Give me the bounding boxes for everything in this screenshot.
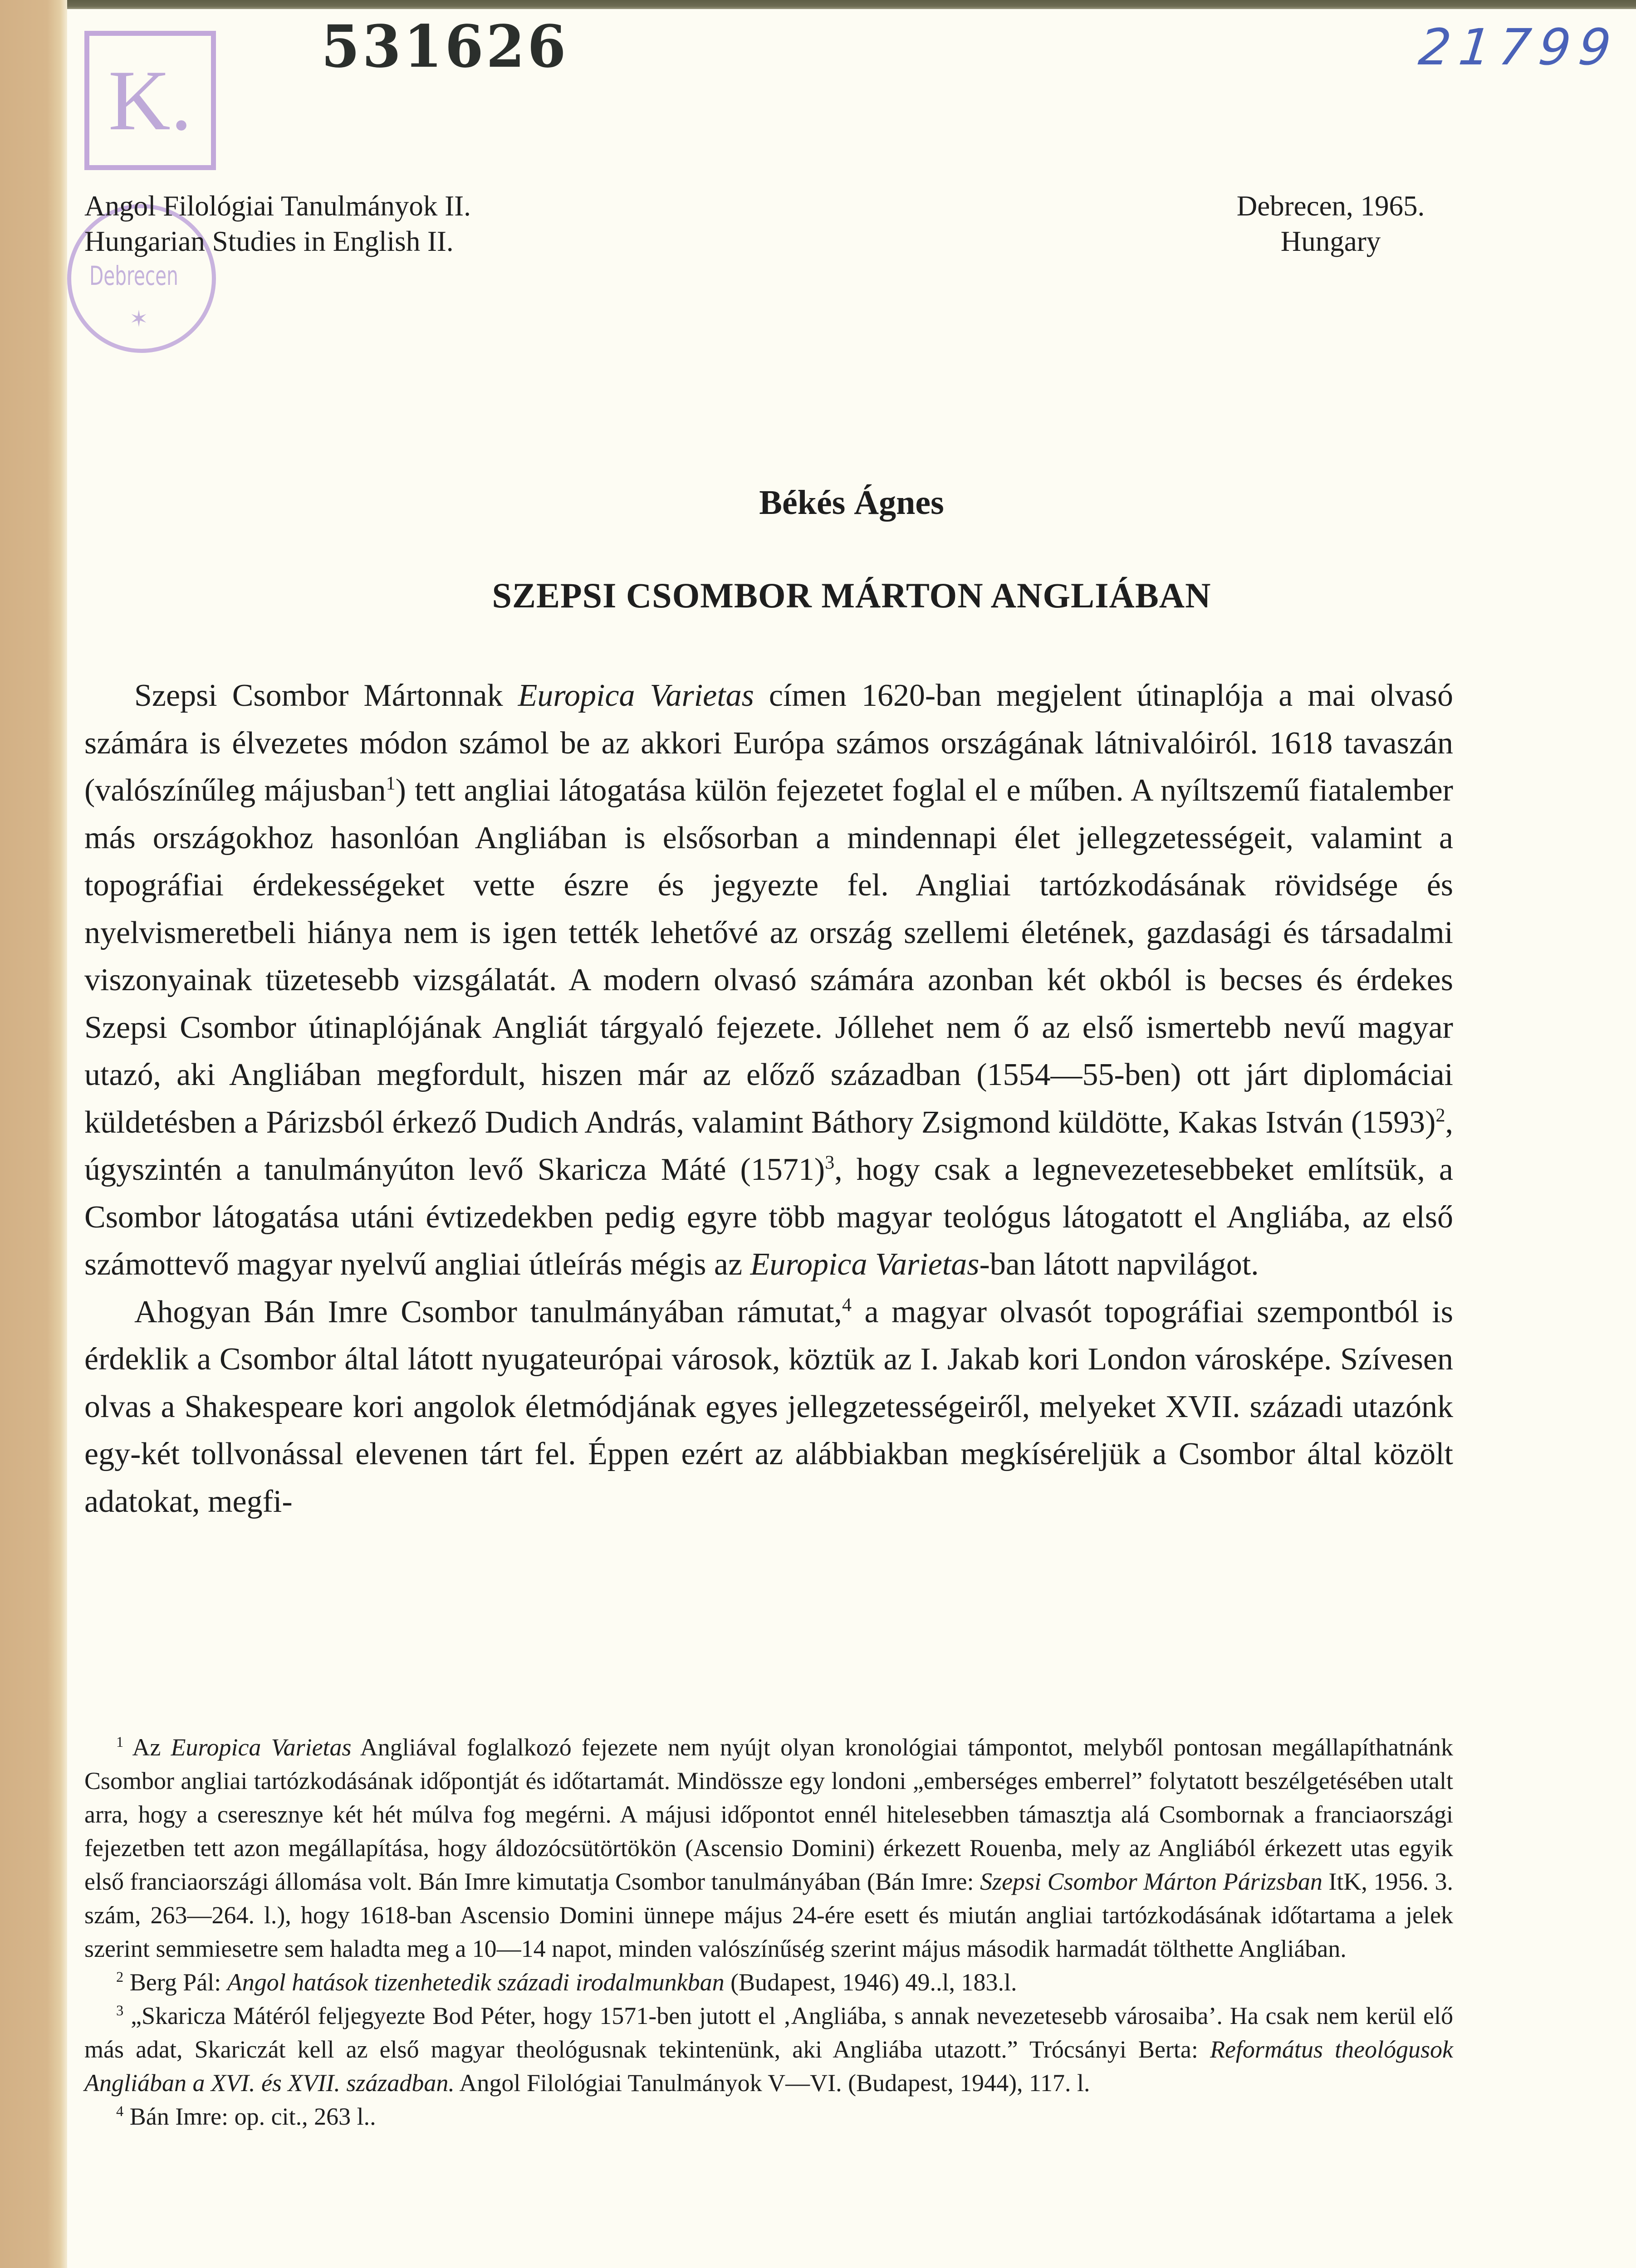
footnote-marker: 3 [825,1152,835,1173]
italic-title: Europica Varietas [518,678,754,713]
k-stamp-letter: K. [108,53,192,148]
body-paragraph: Szepsi Csombor Mártonnak Europica Varietas címen 1620-ban megjelent útinaplója a mai olvasó számára is élvezetes módon számol be az akkori Európa számos országának látnivalóiról. 1618 tavaszán (valószínűleg májusban$^1$) tett angliai látogatása külön fejezetet foglal el e műben. A nyíltszemű fiatalember más országokhoz hasonlóan Angliában is elsősorban a mindennapi élet jellegzetességeit, valamint a topográfiai érdekességeket vette észre és jegyezte fel. Angliai tartózkodásának rövidsége és nyelvismeretbeli hiánya nem is igen tették lehetővé az ország szellemi életének, gazdasági és társadalmi viszonyainak tüzetesebb vizsgálatát. A modern olvasó számára azonban két okból is becses és érdekes Szepsi Csombor útinaplójának Angliát tárgyaló fejezete. Jóllehet nem ő az első ismertebb nevű magyar utazó, aki Angliában megfordult, hiszen már az előző században (1554—55-ben) ott járt diplomáciai küldetésben a Párizsból érkező Dudich András, valamint Báthory Zsigmond küldötte, Kakas István $(1593)^2$, úgyszintén a tanulmányúton levő Skaricza Máté $(1571)^3$, hogy csak a legnevezetesebbeket említsük, a Csombor látogatása utáni évtizedekben pedig egyre több magyar teológus látogatott el Angliába, az első számottevő magyar nyelvű angliai útleírás mégis az Europica Varietas-ban látott napvilágot. [84,678,1453,1282]
footnote-marker: 2 [116,1969,124,1985]
article-title: SZEPSI CSOMBOR MÁRTON ANGLIÁBAN [492,576,1211,615]
article-author: Békés Ágnes [759,484,944,522]
series-line-english: Hungarian Studies in English II. [84,225,454,257]
accession-number-stamp: 531626 [321,12,569,81]
star-icon: ✶ [129,306,148,332]
footnote-4: $^4$ Bán Imre: op. cit., 263 l.. [116,2103,376,2130]
italic-title: Szepsi Csombor Márton Párizsban [980,1868,1323,1895]
series-info [84,188,471,259]
italic-title: Református theológusok Angliában a XVI. és XVII. században. [84,2036,1453,2097]
footnote-marker: 3 [116,2003,124,2019]
article-body [84,672,1453,1525]
cardboard-binding-strip [0,0,67,2268]
italic-title: Europica Varietas [750,1247,980,1282]
italic-title: Angol hatások tizenhetedik századi irodalmunkban [227,1969,725,1996]
publication-place [1226,188,1435,259]
place-date: Debrecen, 1965. [1236,190,1425,222]
footnote-1: $^1$ Az Europica Varietas Angliával foglalkozó fejezete nem nyújt olyan kronológiai támpontot, melyből pontosan megállapíthatnánk Csombor angliai tartózkodásának időpontját és időtartamát. Mindössze egy londoni „emberséges emberrel” folytatott beszélgetésében utalt arra, hogy a cseresznye két hét múlva fog megérni. A májusi időpontot ennél hitelesebben támasztja alá Csombornak a franciaországi fejezetben tett azon megállapítása, hogy áldozócsütörtökön (Ascensio Domini) érkezett Rouenba, mely az Angliából érkezett utas egyik első franciaországi állomása volt. Bán Imre kimutatja Csombor tanulmányában (Bán Imre: Szepsi Csombor Márton Párizsban ItK, 1956. 3. szám, 263—264. l.), hogy 1618-ban Ascensio Domini ünnepe május 24-ére esett és miután angliai tartózkodásának időtartama a jelek szerint semmiesetre sem haladta meg a 10—14 napot, minden valószínűség szerint május második harmadát tölthette Angliában. [84,1734,1454,1962]
italic-title: Europica Varietas [171,1734,352,1761]
footnote-2: $^2$ Berg Pál: Angol hatások tizenhetedik századi irodalmunkban (Budapest, 1946) 49..l, 183.l. [116,1969,1017,1996]
document-page [67,9,1636,2268]
handwritten-number: 21799 [1416,18,1622,76]
footnote-marker: 1 [386,773,396,794]
footnote-3: $^3$ „Skaricza Mátéról feljegyezte Bod Péter, hogy 1571-ben jutott el ‚Angliába, s annak nevezetesebb városaiba’. Ha csak nem kerül elő más adat, Skariczát kell az első magyar theológusnak tekintenünk, aki Angliába utazott.” Trócsányi Berta: Református theológusok Angliában a XVI. és XVII. században. Angol Filológiai Tanulmányok V—VI. (Budapest, 1944), 117. l. [84,2002,1453,2097]
footnotes [84,1730,1453,2133]
footnote-marker: 4 [116,2103,124,2120]
library-k-stamp [84,31,216,170]
footnote-marker: 1 [116,1734,124,1750]
country: Hungary [1280,225,1381,257]
series-line-hungarian: Angol Filológiai Tanulmányok II. [84,190,471,222]
footnote-marker: 4 [842,1295,852,1316]
body-paragraph: Ahogyan Bán Imre Csombor tanulmányában rámutat,$^4$ a magyar olvasót topográfiai szempontból is érdeklik a Csombor által látott nyugateurópai városok, köztük az I. Jakab kori London városképe. Szívesen olvas a Shakespeare kori angolok életmódjának egyes jellegzetességeiről, melyeket XVII. századi utazónk egy-két tollvonással elevenen tárt fel. Éppen ezért az alábbiakban megkíséreljük a Csombor által közölt adatokat, megfi- [84,1294,1453,1519]
scan-top-edge [67,0,1636,9]
round-stamp-city: Debrecen [89,260,178,291]
footnote-marker: 2 [1435,1105,1445,1126]
